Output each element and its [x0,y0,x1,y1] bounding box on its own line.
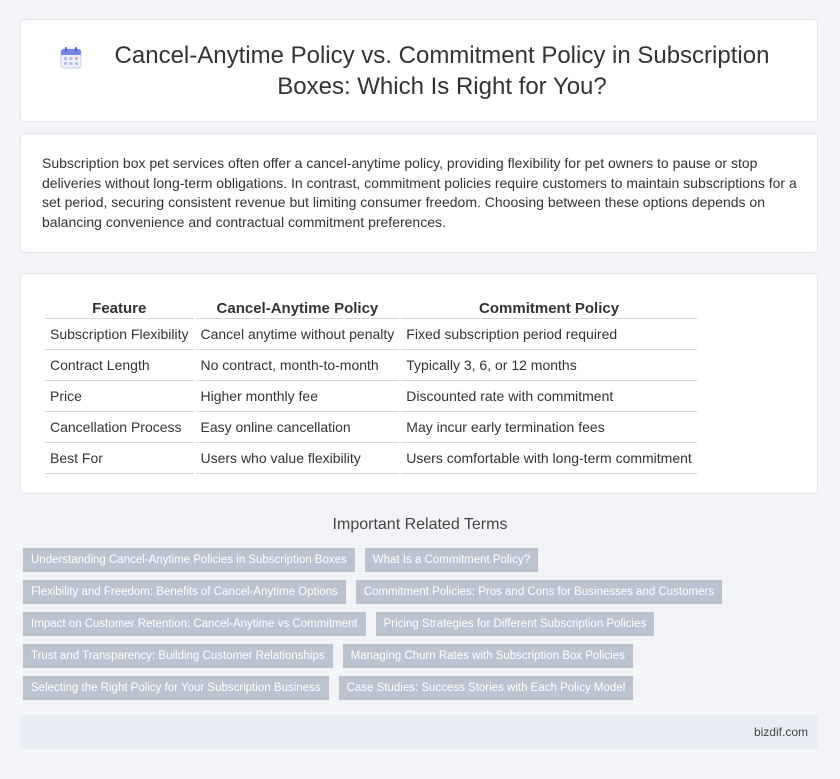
related-term-tag[interactable]: Selecting the Right Policy for Your Subscription Business [23,676,329,700]
table-header-row [45,296,697,319]
title-wrap [59,40,779,102]
table-cell: Subscription Flexibility [45,319,194,350]
related-terms-heading: Important Related Terms [332,516,508,533]
related-term-tag[interactable]: Flexibility and Freedom: Benefits of Cancel-Anytime Options [23,580,346,604]
footer [20,715,818,749]
site-name[interactable]: bizdif.com [753,725,808,739]
table-row [45,319,697,350]
intro-paragraph: Subscription box pet services often offer a cancel-anytime policy, providing flexibility for pet owners to pause or stop deliveries without long-term obligations. In contrast, commitment policies require customers to maintain subscriptions for a set period, securing consistent revenue but limiting consumer freedom. Choosing between these options depends on balancing convenience and contractual commitment preferences. [42,155,797,230]
table-cell: Easy online cancellation [196,412,400,443]
related-term-tag[interactable]: Pricing Strategies for Different Subscription Policies [376,612,655,636]
table-row [45,381,697,412]
comparison-card [20,273,818,494]
tag-row [23,612,803,636]
header-commitment: Commitment Policy [401,296,697,319]
title-card [20,19,818,122]
table-cell: Best For [45,443,194,474]
comparison-table [43,296,699,474]
related-term-tag[interactable]: What Is a Commitment Policy? [365,548,538,572]
related-term-tag[interactable]: Case Studies: Success Stories with Each Policy Model [339,676,634,700]
table-cell: Contract Length [45,350,194,381]
related-terms-list [23,548,803,708]
tag-row [23,644,803,668]
table-cell: May incur early termination fees [401,412,697,443]
tag-row [23,548,803,572]
table-cell: Typically 3, 6, or 12 months [401,350,697,381]
table-cell: Price [45,381,194,412]
intro-card [20,133,818,253]
calendar-icon [59,46,83,70]
table-cell: Fixed subscription period required [401,319,697,350]
table-cell: Discounted rate with commitment [401,381,697,412]
table-row [45,412,697,443]
table-cell: Higher monthly fee [196,381,400,412]
table-row [45,350,697,381]
tag-row [23,676,803,700]
header-feature: Feature [45,296,194,319]
table-cell: Cancellation Process [45,412,194,443]
related-term-tag[interactable]: Impact on Customer Retention: Cancel-Anytime vs Commitment [23,612,366,636]
table-cell: Cancel anytime without penalty [196,319,400,350]
tag-row [23,580,803,604]
related-term-tag[interactable]: Trust and Transparency: Building Customer Relationships [23,644,333,668]
table-row [45,443,697,474]
related-term-tag[interactable]: Managing Churn Rates with Subscription Box Policies [343,644,633,668]
table-cell: Users comfortable with long-term commitment [401,443,697,474]
table-cell: No contract, month-to-month [196,350,400,381]
page-title: Cancel-Anytime Policy vs. Commitment Policy in Subscription Boxes: Which Is Right for You? [114,41,770,100]
related-term-tag[interactable]: Commitment Policies: Pros and Cons for Businesses and Customers [356,580,722,604]
related-term-tag[interactable]: Understanding Cancel-Anytime Policies in Subscription Boxes [23,548,355,572]
table-cell: Users who value flexibility [196,443,400,474]
header-cancel-anytime: Cancel-Anytime Policy [196,296,400,319]
